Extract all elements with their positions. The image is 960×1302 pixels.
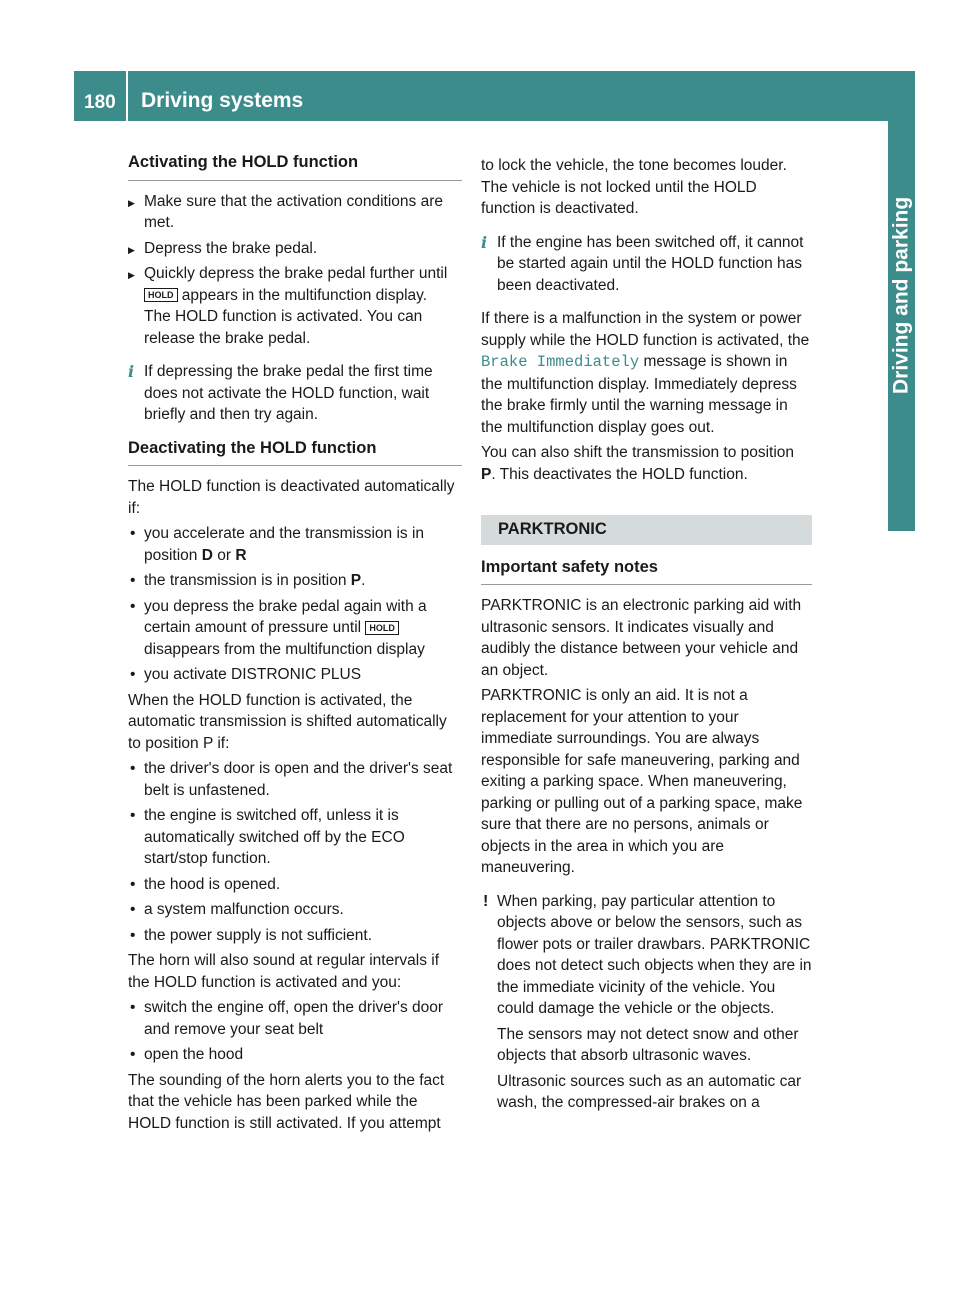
warning-text: The sensors may not detect snow and other objects that absorb ultrasonic waves. (497, 1025, 799, 1064)
warning-text: When parking, pay particular attention to objects above or below the sensors, such as flower pots or trailer drawbars. PARKTRONIC does not detect such objects when they are in the immediate vicinity of the vehicle. You could damage the vehicle or the objects. (497, 892, 812, 1017)
hold-icon: HOLD (365, 621, 399, 635)
warning-icon: ! (483, 892, 489, 910)
paragraph: You can also shift the transmission to position P. This deactivates the HOLD function. (481, 444, 795, 483)
page-title: Driving systems (141, 89, 304, 112)
list-item: • you activate DISTRONIC PLUS (128, 664, 462, 686)
deactivating-heading: Deactivating the HOLD function (128, 438, 462, 467)
paragraph: The HOLD function is deactivated automatically if: (128, 478, 455, 517)
warning-text: Ultrasonic sources such as an automatic car wash, the compressed-air brakes on a (497, 1072, 802, 1111)
right-column (481, 155, 812, 1118)
info-icon: i (128, 362, 135, 381)
list-item: • you depress the brake pedal again with a certain amount of pressure until HOLD disappears from the multifunction display (128, 596, 462, 661)
warning-note (481, 891, 812, 1114)
step-text: Quickly depress the brake pedal further until (144, 265, 448, 282)
list-item: • the transmission is in position P. (128, 570, 462, 592)
header-divider (126, 71, 128, 121)
info-note (481, 232, 812, 297)
info-note (128, 361, 462, 426)
info-text: If the engine has been switched off, it cannot be started again until the HOLD function has been deactivated. (497, 233, 804, 294)
list-item: • switch the engine off, open the driver's door and remove your seat belt (128, 997, 462, 1040)
display-message: Brake Immediately (481, 353, 640, 371)
paragraph: PARKTRONIC is an electronic parking aid with ultrasonic sensors. It indicates visually and audibly the distance between your vehicle and an object. (481, 597, 802, 679)
paragraph: PARKTRONIC is only an aid. It is not a replacement for your attention to your immediate surroundings. You are always responsible for safe maneuvering, parking and exiting a parking space. When maneuvering, parking or pulling out of a parking space, make sure that there are no persons, animals or objects in the area in which you are maneuvering. (481, 687, 803, 876)
left-column (128, 152, 462, 1138)
section-title: PARKTRONIC (481, 515, 812, 545)
paragraph: The horn will also sound at regular intervals if the HOLD function is activated and you: (128, 952, 440, 991)
list-item: • open the hood (128, 1044, 462, 1066)
safety-heading: Important safety notes (481, 557, 812, 586)
step-item: ▶ Make sure that the activation conditions are met. (128, 191, 462, 234)
paragraph: When the HOLD function is activated, the automatic transmission is shifted automatically to position P if: (128, 691, 447, 752)
list-item: • you accelerate and the transmission is in position D or R (128, 523, 462, 566)
step-text: appears in the multifunction display. (177, 286, 428, 304)
step-item (128, 263, 462, 349)
paragraph: to lock the vehicle, the tone becomes louder. The vehicle is not locked until the HOLD function is deactivated. (481, 157, 787, 217)
step-result: The HOLD function is activated. You can release the brake pedal. (144, 308, 423, 347)
paragraph: If there is a malfunction in the system or power supply while the HOLD function is activated, the Brake Immediately message is shown in the multifunction display. Immediately depress the brake firmly until the warning message in the multifunction display goes out. (481, 310, 810, 436)
paragraph: The sounding of the horn alerts you to the fact that the vehicle has been parked while the HOLD function is still activated. If you attempt (128, 1071, 445, 1132)
list-item: • the driver's door is open and the driver's seat belt is unfastened. (128, 758, 462, 801)
step-item: ▶ Depress the brake pedal. (128, 238, 462, 260)
side-tab-label: Driving and parking (889, 196, 913, 394)
list-item: • the engine is switched off, unless it is automatically switched off by the ECO start/stop function. (128, 805, 462, 870)
list-item: • a system malfunction occurs. (128, 899, 462, 921)
page-number: 180 (84, 92, 116, 113)
list-item: • the power supply is not sufficient. (128, 925, 462, 947)
list-item: • the hood is opened. (128, 874, 462, 896)
info-icon: i (481, 232, 488, 252)
activating-heading: Activating the HOLD function (128, 152, 462, 181)
info-text: If depressing the brake pedal the first time does not activate the HOLD function, wait briefly and then try again. (144, 363, 433, 423)
hold-icon: HOLD (144, 288, 178, 302)
